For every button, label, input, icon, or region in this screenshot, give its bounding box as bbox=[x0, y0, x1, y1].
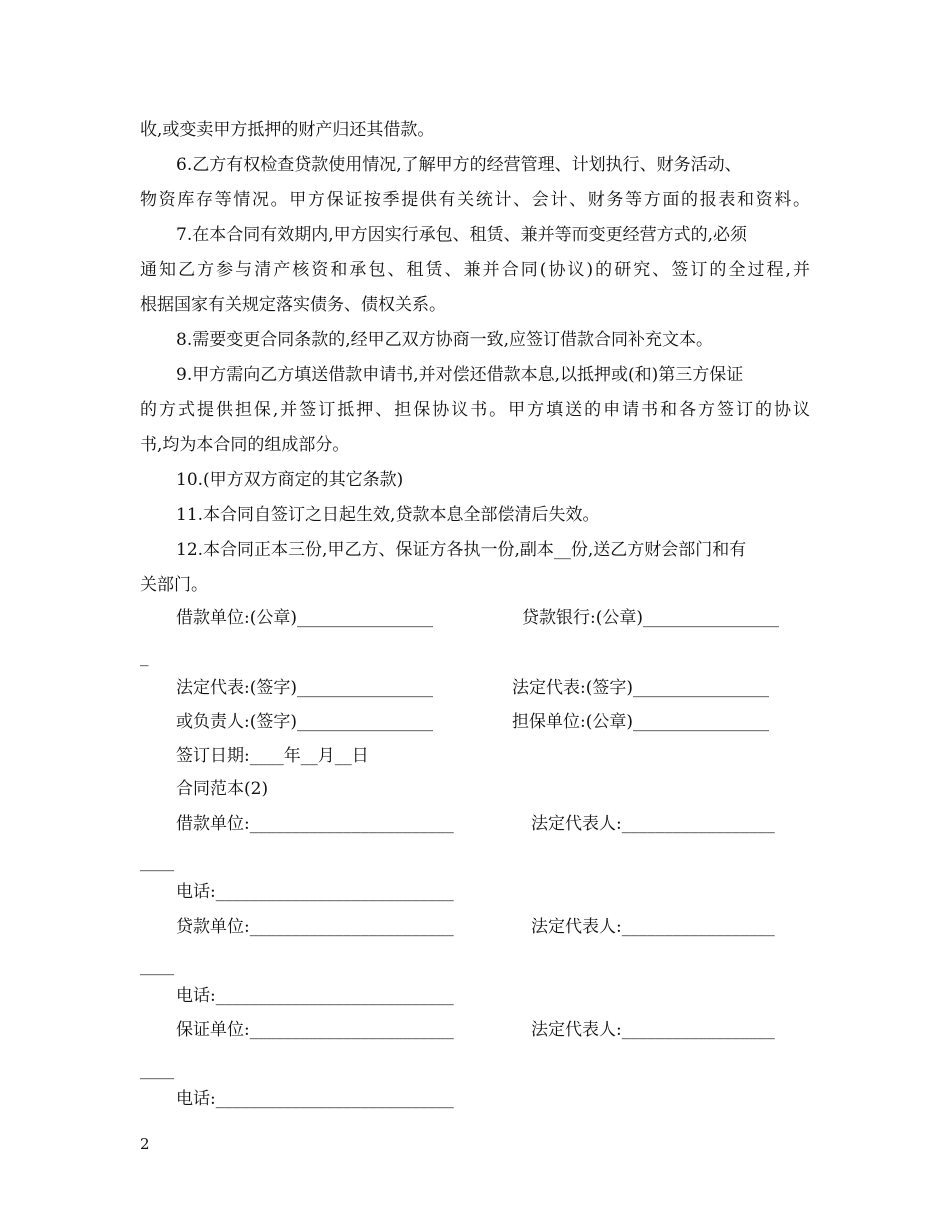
template-2-guarantor-unit-field: 保证单位:________________________ bbox=[176, 1020, 454, 1040]
clause-7-line-3: 根据国家有关规定落实债务、债权关系。 bbox=[140, 295, 446, 315]
clause-12-line-2: 关部门。 bbox=[140, 575, 208, 595]
clause-11: 11.本合同自签订之日起生效,贷款本息全部偿清后失效。 bbox=[176, 505, 600, 525]
template-2-guarantor-rep-field: 法定代表人:__________________ bbox=[531, 1020, 775, 1040]
page-number: 2 bbox=[140, 1135, 150, 1153]
template-2-borrower-rep-wrap: ____ bbox=[140, 852, 174, 872]
clause-6-line-2: 物资库存等情况。甲方保证按季提供有关统计、会计、财务等方面的报表和资料。 bbox=[140, 190, 810, 210]
signing-date-field: 签订日期:____年__月__日 bbox=[176, 746, 369, 766]
template-2-lender-rep-wrap: ____ bbox=[140, 956, 174, 976]
template-2-guarantor-phone-field: 电话:____________________________ bbox=[176, 1089, 454, 1109]
template-2-borrower-phone-field: 电话:____________________________ bbox=[176, 882, 454, 902]
template-2-lender-phone-field: 电话:____________________________ bbox=[176, 986, 454, 1006]
template-2-borrower-unit-field: 借款单位:________________________ bbox=[176, 814, 454, 834]
lender-seal-field-wrap: _ bbox=[140, 647, 149, 667]
borrower-seal-field: 借款单位:(公章)________________ bbox=[176, 608, 433, 628]
template-2-guarantor-rep-wrap: ____ bbox=[140, 1060, 174, 1080]
borrower-representative-field: 法定代表:(签字)________________ bbox=[176, 678, 433, 698]
responsible-person-field: 或负责人:(签字)________________ bbox=[176, 712, 433, 732]
template-2-borrower-rep-field: 法定代表人:__________________ bbox=[531, 814, 775, 834]
clause-7-line-1: 7.在本合同有效期内,甲方因实行承包、租赁、兼并等而变更经营方式的,必须 bbox=[176, 225, 748, 245]
clause-7-line-2: 通知乙方参与清产核资和承包、租赁、兼并合同(协议)的研究、签订的全过程,并 bbox=[140, 260, 810, 280]
clause-10: 10.(甲方双方商定的其它条款) bbox=[176, 470, 404, 490]
clause-6-line-1: 6.乙方有权检查贷款使用情况,了解甲方的经营管理、计划执行、财务活动、 bbox=[176, 155, 742, 175]
clause-9-line-3: 书,均为本合同的组成部分。 bbox=[140, 435, 350, 455]
lender-representative-field: 法定代表:(签字)________________ bbox=[512, 678, 769, 698]
template-2-lender-rep-field: 法定代表人:__________________ bbox=[531, 917, 775, 937]
template-2-heading: 合同范本(2) bbox=[176, 779, 269, 799]
lender-seal-field: 贷款银行:(公章)________________ bbox=[522, 608, 779, 628]
template-2-lender-unit-field: 贷款单位:________________________ bbox=[176, 917, 454, 937]
guarantor-seal-field: 担保单位:(公章)________________ bbox=[512, 712, 769, 732]
clause-9-line-1: 9.甲方需向乙方填送借款申请书,并对偿还借款本息,以抵押或(和)第三方保证 bbox=[176, 365, 744, 385]
clause-12-line-1: 12.本合同正本三份,甲乙方、保证方各执一份,副本__份,送乙方财会部门和有 bbox=[176, 540, 747, 560]
clause-8: 8.需要变更合同条款的,经甲乙双方协商一致,应签订借款合同补充文本。 bbox=[176, 330, 714, 350]
clause-9-line-2: 的方式提供担保,并签订抵押、担保协议书。甲方填送的申请书和各方签订的协议 bbox=[140, 400, 810, 420]
clause-5-continuation: 收,或变卖甲方抵押的财产归还其借款。 bbox=[140, 120, 435, 140]
